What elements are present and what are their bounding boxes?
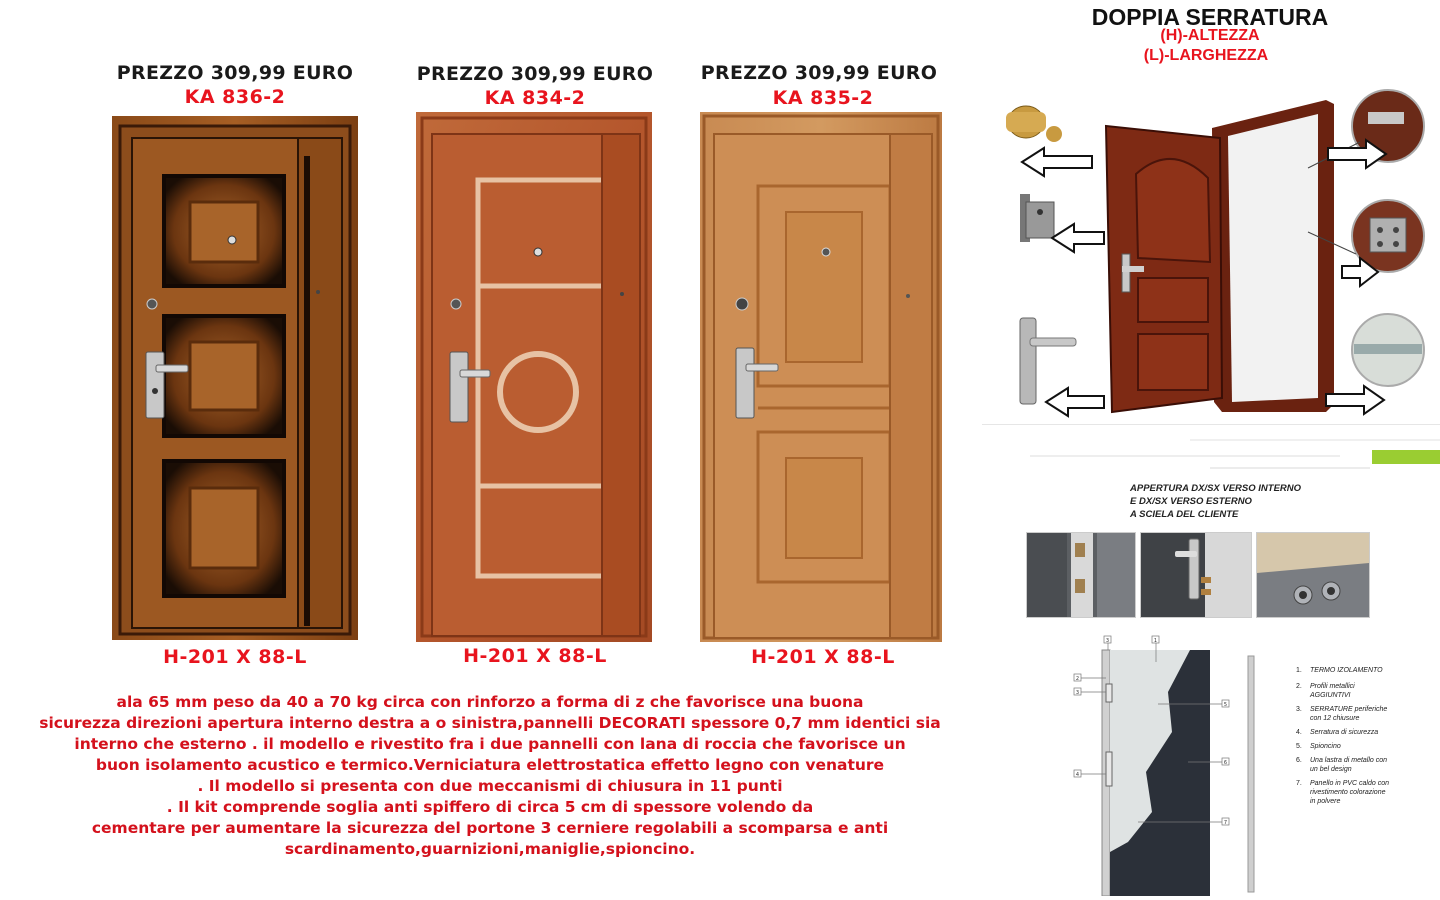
diagram-title: DOPPIA SERRATURA — [1091, 4, 1329, 30]
opening-info — [1130, 482, 1301, 521]
legend-item: 1. TERMO IZOLAMENTO — [1296, 667, 1383, 674]
product-description — [20, 692, 960, 860]
legend-item: 7. Panello in PVC caldo con rivestimento colorazione in polvere — [1296, 780, 1389, 805]
callout-number: 6 — [1223, 760, 1228, 766]
product-3-dimensions: H-201 X 88-L — [751, 646, 895, 668]
decor-lines — [1020, 432, 1440, 472]
description-line: ala 65 mm peso da 40 a 70 kg circa con rinforzo a forma di z che favorisce una buona — [116, 693, 864, 711]
callout-number: 4 — [1075, 772, 1080, 778]
callout-number: 3 — [1105, 638, 1110, 644]
door-image-ka-834-2 — [416, 112, 652, 642]
description-line: scardinamento,guarnizioni,maniglie,spioncino. — [284, 840, 696, 858]
description-line: interno che esterno . il modello e rivestito fra i due pannelli con lana di roccia che favorisce un — [74, 735, 906, 753]
detail-photo-threshold — [1256, 532, 1370, 618]
callout-number: 1 — [1153, 638, 1158, 644]
diagram-height-label: (H)-ALTEZZA — [1160, 27, 1260, 44]
product-3-code: KA 835-2 — [772, 87, 874, 109]
callout-number: 2 — [1075, 676, 1080, 682]
product-2-code: KA 834-2 — [484, 87, 586, 109]
door-cross-section-diagram — [1068, 632, 1268, 896]
door-image-ka-835-2 — [700, 112, 942, 642]
door-image-ka-836-2 — [112, 116, 358, 640]
product-1-code: KA 836-2 — [184, 86, 286, 108]
cross-section-legend — [1296, 666, 1416, 806]
legend-item: 3. SERRATURE periferiche con 12 chiusure — [1296, 706, 1388, 722]
peephole-icon — [1006, 106, 1062, 142]
opening-info-line: A SCIELA DEL CLIENTE — [1130, 509, 1239, 520]
opening-info-line: E DX/SX VERSO ESTERNO — [1130, 496, 1252, 507]
legend-item: 2. Profili metallici AGGIUNTIVI — [1296, 683, 1355, 699]
product-2-dimensions: H-201 X 88-L — [463, 645, 607, 667]
callout-number: 5 — [1223, 702, 1228, 708]
description-line: sicurezza direzioni apertura interno destra a o sinistra,pannelli DECORATI spessore 0,7 mm identici sia — [39, 714, 941, 732]
lock-body-icon — [1020, 194, 1054, 242]
description-line: . Il modello si presenta con due meccanismi di chiusura in 11 punti — [197, 777, 783, 795]
callout-number: 3 — [1075, 690, 1080, 696]
detail-photo-lock — [1140, 532, 1252, 618]
description-line: buon isolamento acustico e termico.Verniciatura elettrostatica effetto legno con venature — [95, 756, 885, 774]
legend-item: 6. Una lastra di metallo con un bel design — [1296, 757, 1388, 773]
product-1-price: PREZZO 309,99 EURO — [116, 62, 354, 84]
description-line: . Il kit comprende soglia anti spiffero di circa 5 cm di spessore volendo da — [166, 798, 814, 816]
diagram-width-label: (L)-LARGHEZZA — [1143, 47, 1269, 64]
detail-photo-hinges — [1026, 532, 1136, 618]
section-divider — [982, 424, 1440, 425]
description-line: cementare per aumentare la sicurezza del portone 3 cerniere regolabili a scomparsa e anti — [91, 819, 889, 837]
opening-info-line: APPERTURA DX/SX VERSO INTERNO — [1130, 483, 1302, 494]
legend-item: 5. Spioncino — [1296, 743, 1341, 750]
product-1-dimensions: H-201 X 88-L — [163, 646, 307, 668]
product-3-price: PREZZO 309,99 EURO — [700, 62, 938, 84]
legend-item: 4. Serratura di sicurezza — [1296, 729, 1379, 736]
open-door-illustration — [982, 82, 1440, 422]
product-2-price: PREZZO 309,99 EURO — [416, 63, 654, 85]
callout-number: 7 — [1223, 820, 1228, 826]
